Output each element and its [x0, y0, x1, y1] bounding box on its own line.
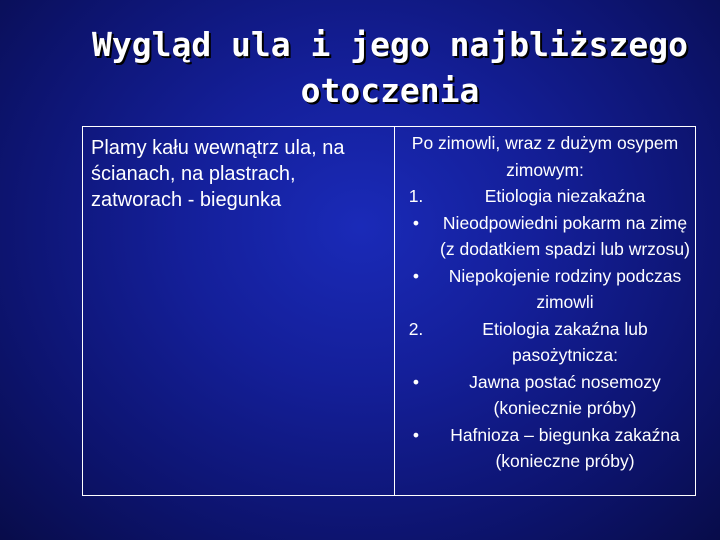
- list-item-text: Niepokojenie rodziny podczas zimowli: [448, 265, 682, 312]
- left-cell-text: Plamy kału wewnątrz ula, na ścianach, na plastrach, zatworach - biegunka: [91, 137, 345, 211]
- bullet-icon: •: [412, 265, 420, 286]
- list-item-text: Jawna postać nosemozy (koniecznie próby): [469, 371, 661, 418]
- list-item: [395, 263, 695, 316]
- bullet-icon: •: [412, 212, 420, 233]
- right-cell-heading: Po zimowli, wraz z dużym osypem zimowym:: [411, 133, 679, 180]
- list-number: 1.: [408, 186, 424, 206]
- list-item-text: Nieodpowiedni pokarm na zimę (z dodatkiem spadzi lub wrzosu): [440, 212, 690, 259]
- left-cell: [83, 127, 395, 495]
- list-item: [395, 316, 695, 369]
- list-item: [395, 369, 695, 422]
- content-table: [82, 126, 696, 496]
- slide-title-line-1: Wygląd ula i jego najbliższego: [91, 25, 689, 64]
- right-cell: [395, 127, 695, 495]
- list-item: [395, 183, 695, 210]
- list-item-text: Etiologia zakaźna lub pasożytnicza:: [482, 318, 648, 365]
- list-item: [395, 422, 695, 475]
- list-item-text: Hafnioza – biegunka zakaźna (konieczne próby): [450, 424, 680, 471]
- bullet-icon: •: [412, 424, 420, 445]
- list-item-text: Etiologia niezakaźna: [484, 186, 646, 206]
- list-item: [395, 210, 695, 263]
- slide-title-line-2: otoczenia: [300, 71, 480, 110]
- list-number: 2.: [408, 318, 424, 339]
- bullet-icon: •: [412, 371, 420, 392]
- slide-title: [70, 22, 710, 114]
